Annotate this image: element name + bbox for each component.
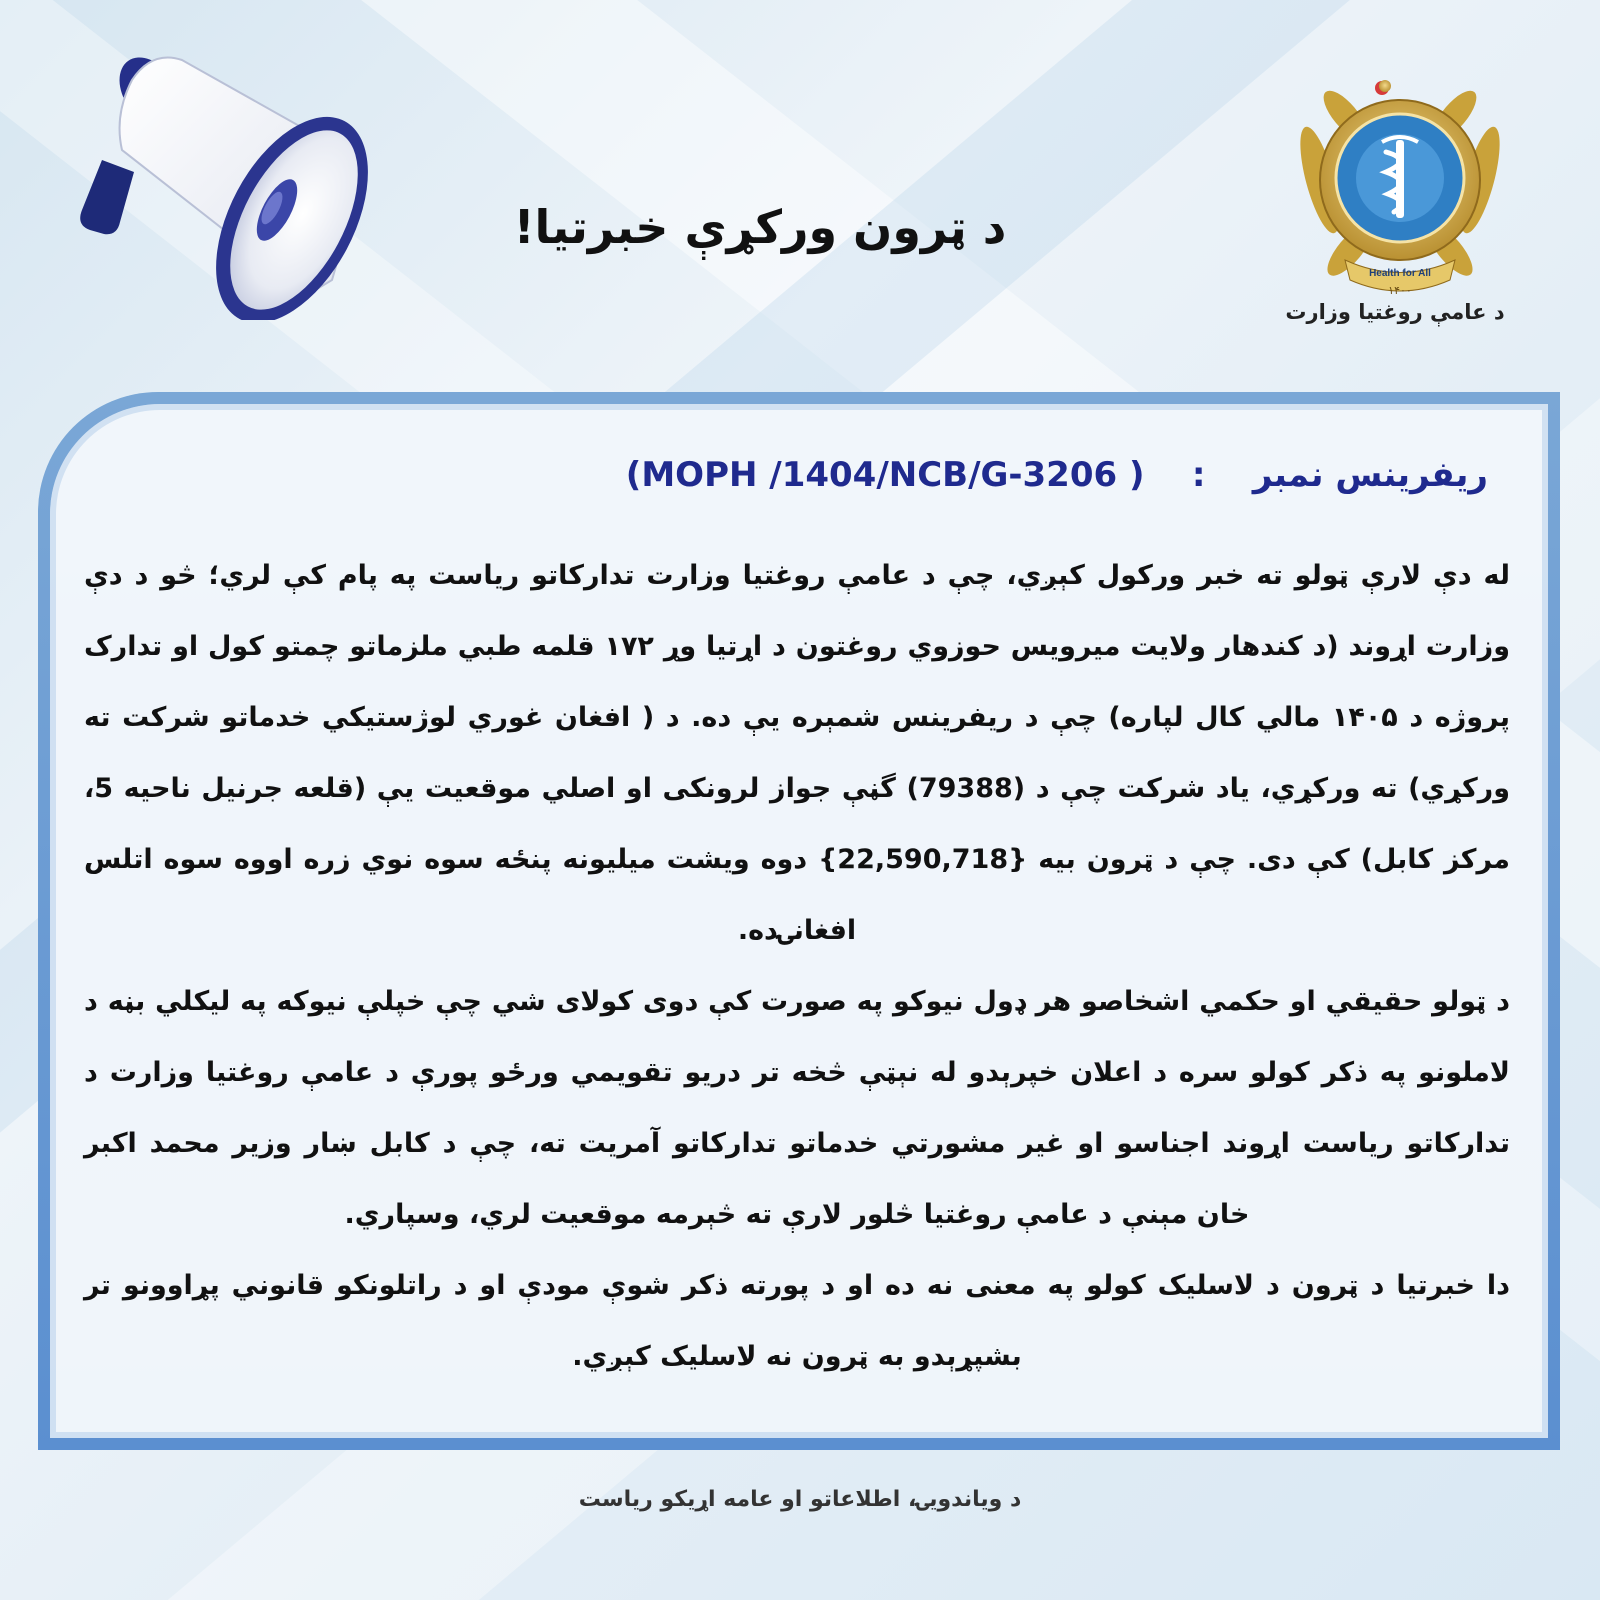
emblem-motto: Health for All [1369,268,1431,279]
paragraph-award: له دې لارې ټولو ته خبر ورکول کېږي، چې د عامې روغتیا وزارت تدارکاتو ریاست په پام کې لري؛ څو د دې وزارت اړوند (د کندهار ولایت میرویس حوزوي روغتون د اړتیا وړ ۱۷۲ قلمه طبي ملزماتو چمتو کول او تدارک پروژه د ۱۴۰۵ مالي کال لپاره) چې د ریفرینس شمېره یې ده. د ( افغان غوري لوژستیکي خدماتو شرکت ته ورکړي) ته ورکړي، یاد شرکت چې د (79388) گڼې جواز لرونکی او اصلي موقعیت یې (قلعه جرنیل ناحیه 5، مرکز کابل) کې دی. چې د ټرون بیه {22,590,718} دوه ویشت میلیونه پنځه سوه نوي زره اووه سوه اتلس افغانۍده. [84,560,1511,946]
reference-number [488,455,1488,495]
ministry-emblem-icon [1290,70,1510,300]
paragraph-objections: د ټولو حقیقي او حکمي اشخاصو هر ډول نیوکو په صورت کې دوی کولای شي چې خپلې نیوکه په لیکلي بڼه د لاملونو په ذکر کولو سره د اعلان خپرېدو له نېټې څخه تر دریو تقویمي ورځو پورې د عامې روغتیا وزارت د تدارکاتو ریاست اړوند اجناسو او غیر مشورتي خدماتو تدارکاتو آمریت ته، چې د کابل ښار وزیر محمد اکبر خان مېنې د عامې روغتیا څلور لارې ته څېرمه موقعیت لري، وسپاري. [84,986,1510,1230]
announcement-body [84,540,1510,1392]
reference-label: ریفرینس نمبر [1252,455,1488,495]
ministry-name: د عامې روغتیا وزارت [1285,300,1505,324]
reference-separator: : [1191,455,1206,495]
megaphone-icon [62,40,382,320]
reference-code: ( MOPH /1404/NCB/G-3206) [625,455,1145,495]
footer-directorate: د ویاندویۍ، اطلاعاتو او عامه اړیکو ریاست [578,1487,1022,1512]
page-title: د ټرون ورکړې خبرتیا! [513,200,1007,254]
emblem-year: ۱۴۰۰ [1388,284,1412,297]
paragraph-disclaimer: دا خبرتیا د ټرون د لاسلیک کولو په معنی نه ده او د پورته ذکر شوې مودې او د راتلونکو قانوني پړاوونو تر بشپړېدو به ټرون نه لاسلیک کېږي. [84,1270,1510,1372]
